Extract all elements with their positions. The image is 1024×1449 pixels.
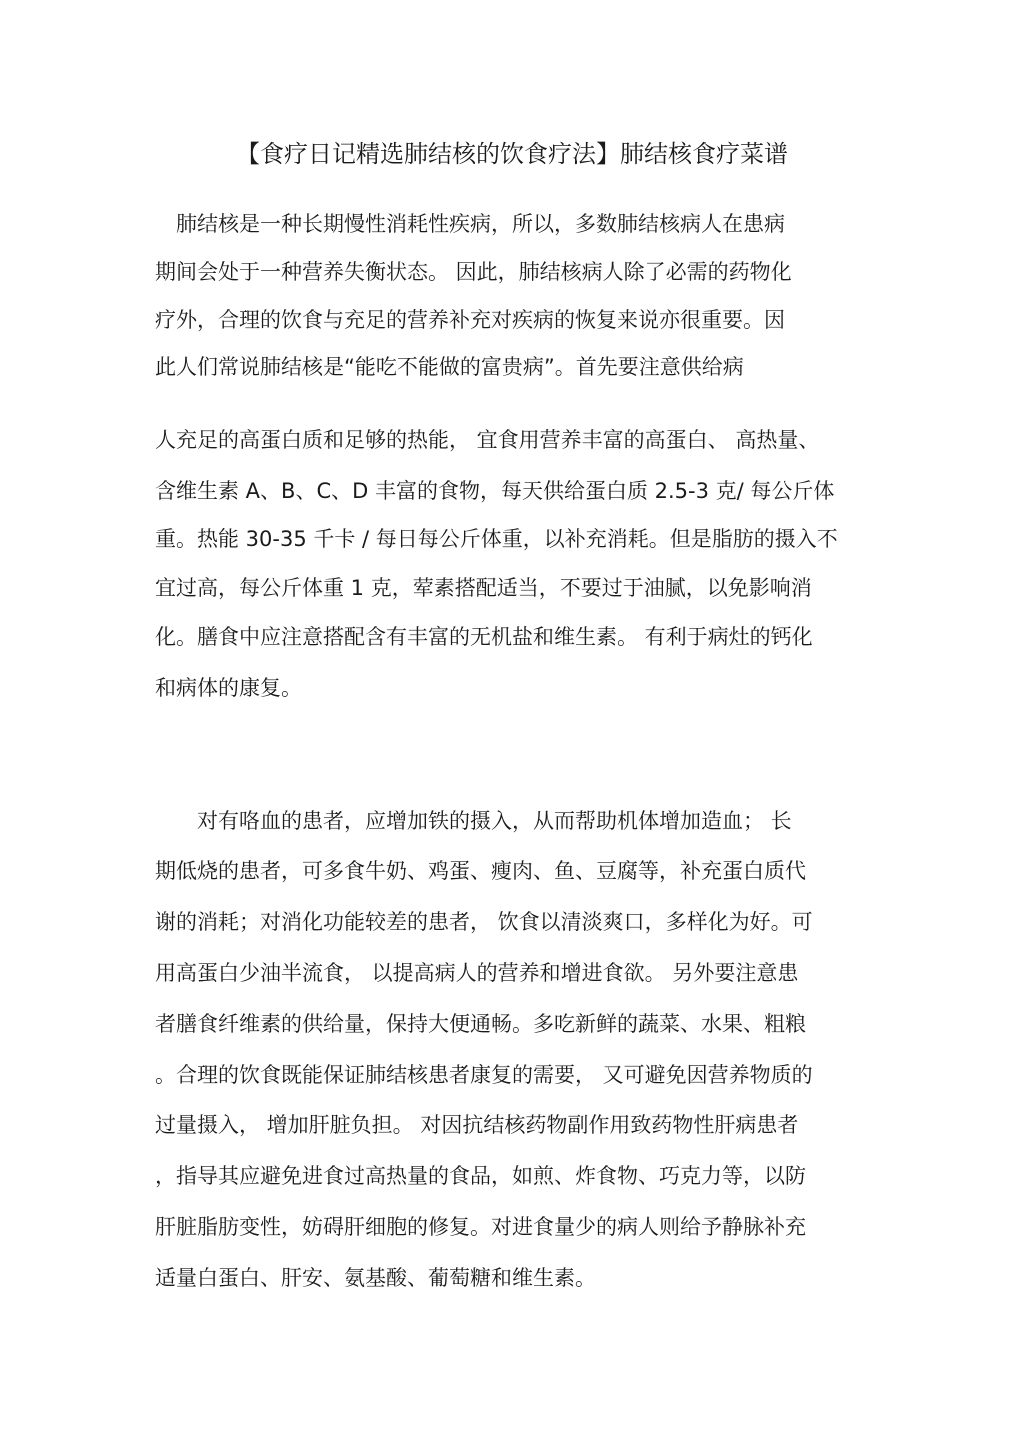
paragraph-line: 肺结核是一种长期慢性消耗性疾病，所以，多数肺结核病人在患病	[155, 212, 785, 236]
paragraph-line: 含维生素 A、B、C、D 丰富的食物，每天供给蛋白质 2.5-3 克/ 每公斤体	[155, 479, 835, 503]
paragraph-line: 对有咯血的患者，应增加铁的摄入，从而帮助机体增加造血； 长	[155, 809, 792, 833]
paragraph-line: 适量白蛋白、肝安、氨基酸、葡萄糖和维生素。	[155, 1266, 596, 1290]
paragraph-line: 者膳食纤维素的供给量，保持大便通畅。多吃新鲜的蔬菜、水果、粗粮	[155, 1012, 806, 1036]
paragraph-line: ，指导其应避免进食过高热量的食品，如煎、炸食物、巧克力等，以防	[155, 1164, 806, 1188]
paragraph-line: 肝脏脂肪变性，妨碍肝细胞的修复。对进食量少的病人则给予静脉补充	[155, 1215, 806, 1239]
paragraph-line: 期间会处于一种营养失衡状态。 因此，肺结核病人除了必需的药物化	[155, 260, 792, 284]
paragraph-line: 。合理的饮食既能保证肺结核患者康复的需要， 又可避免因营养物质的	[155, 1063, 813, 1087]
paragraph-line: 疗外，合理的饮食与充足的营养补充对疾病的恢复来说亦很重要。因	[155, 308, 785, 332]
paragraph-line: 宜过高，每公斤体重 1 克，荤素搭配适当，不要过于油腻，以免影响消	[155, 576, 812, 600]
paragraph-line: 重。热能 30-35 千卡 / 每日每公斤体重，以补充消耗。但是脂肪的摄入不	[155, 527, 838, 551]
paragraph-line: 用高蛋白少油半流食， 以提高病人的营养和增进食欲。 另外要注意患	[155, 961, 799, 985]
paragraph-line: 期低烧的患者，可多食牛奶、鸡蛋、瘦肉、鱼、豆腐等，补充蛋白质代	[155, 859, 806, 883]
paragraph-line: 谢的消耗；对消化功能较差的患者， 饮食以清淡爽口，多样化为好。可	[155, 910, 813, 934]
paragraph-line: 和病体的康复。	[155, 676, 302, 700]
paragraph-line: 此人们常说肺结核是“能吃不能做的富贵病”。首先要注意供给病	[155, 355, 744, 379]
paragraph-line: 人充足的高蛋白质和足够的热能， 宜食用营养丰富的高蛋白、 高热量、	[155, 428, 820, 452]
paragraph-line: 化。膳食中应注意搭配含有丰富的无机盐和维生素。 有利于病灶的钙化	[155, 625, 813, 649]
document-title: 【食疗日记精选肺结核的饮食疗法】肺结核食疗菜谱	[236, 140, 788, 168]
paragraph-line: 过量摄入， 增加肝脏负担。 对因抗结核药物副作用致药物性肝病患者	[155, 1113, 799, 1137]
